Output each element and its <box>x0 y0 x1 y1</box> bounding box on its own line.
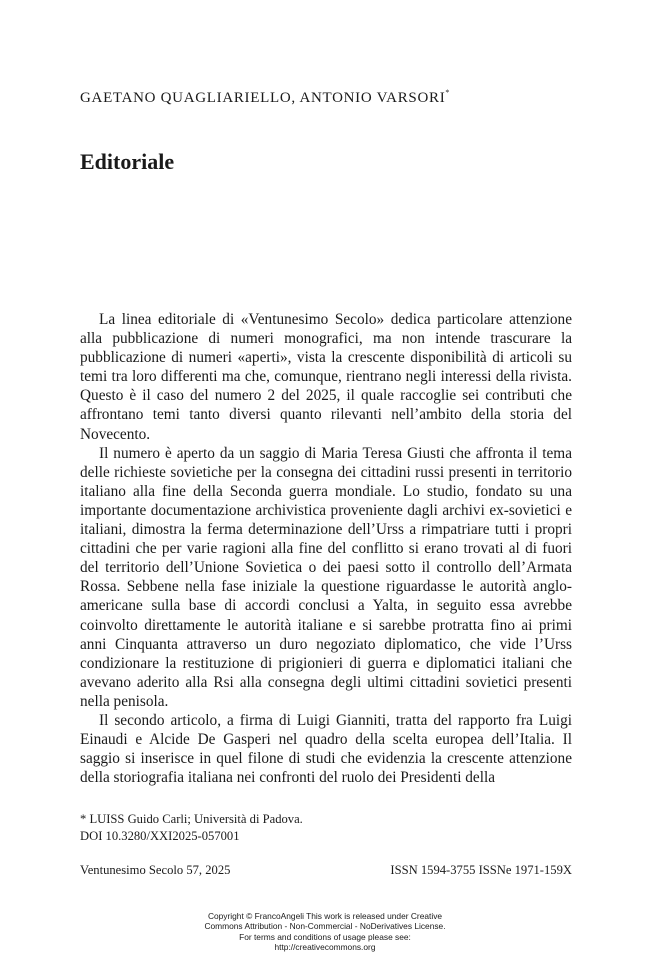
license-notice <box>0 911 650 952</box>
footnote-marker: * <box>445 88 450 97</box>
footnote-doi: DOI 10.3280/XXI2025-057001 <box>80 828 240 843</box>
license-line-1: Copyright © FrancoAngeli This work is released under Creative <box>207 911 443 921</box>
authors-line <box>80 88 449 107</box>
authors: GAETANO QUAGLIARIELLO, ANTONIO VARSORI <box>80 90 446 106</box>
footnote-affiliation: * LUISS Guido Carli; Università di Padova. <box>80 812 303 826</box>
license-link[interactable]: http://creativecommons.org <box>274 941 376 952</box>
article-body <box>80 310 572 787</box>
issn: ISSN 1594-3755 ISSNe 1971-159X <box>390 863 572 877</box>
paragraph-2: Il numero è aperto da un saggio di Maria Teresa Giusti che affronta il tema delle richieste sovietiche per la consegna dei cittadini russi presenti in territorio italiano alla fine della Seconda guerra mondiale. Lo studio, fondato su una importante documentazione archivistica proveniente dagli archivi ex-sovietici e italiani, dimostra la ferma determinazione dell’Urss a rimpatriare tutti i propri cittadini che per varie ragioni alla fine del conflitto si erano trovati al di fuori del territorio dell’Unione Sovietica o dei paesi sotto il controllo dell’Armata Rossa. Sebbene nella fase iniziale la questione riguardasse le autorità anglo-americane sulla base di accordi conclusi a Yalta, in seguito essa avrebbe coinvolto direttamente le autorità italiane e si sarebbe protratta fino ai primi anni Cinquanta attraverso un duro negoziato diplomatico, che vide l’Urss condizionare la restituzione di prigionieri di guerra e diplomatici italiani che avevano aderito alla Rsi alla consegna degli ultimi cittadini sovietici presenti nella penisola. <box>80 444 572 710</box>
running-footer <box>80 863 572 878</box>
license-line-3: For terms and conditions of usage please see: <box>239 931 411 942</box>
journal-citation: Ventunesimo Secolo 57, 2025 <box>80 863 231 877</box>
license-line-2: Commons Attribution - Non-Commercial - NoDerivatives License. <box>204 921 446 932</box>
paragraph-3: Il secondo articolo, a firma di Luigi Gianniti, tratta del rapporto fra Luigi Einaudi e Alcide De Gasperi nel quadro della scelta europea dell’Italia. Il saggio si inserisce in quel filone di studi che evidenzia la crescente attenzione della storiografia italiana nei confronti del ruolo dei Presidenti della <box>80 711 572 787</box>
footnotes <box>80 811 572 844</box>
paragraph-1: La linea editoriale di «Ventunesimo Secolo» dedica particolare attenzione alla pubblicazione di numeri monografici, ma non intende trascurare la pubblicazione di numeri «aperti», vista la crescente disponibilità di articoli su temi tra loro differenti ma che, comunque, rientrano negli interessi della rivista. Questo è il caso del numero 2 del 2025, il quale raccoglie sei contributi che affrontano temi tanto diversi quanto rilevanti nell’ambito della storia del Novecento. <box>80 311 572 443</box>
article-title: Editoriale <box>80 149 175 174</box>
